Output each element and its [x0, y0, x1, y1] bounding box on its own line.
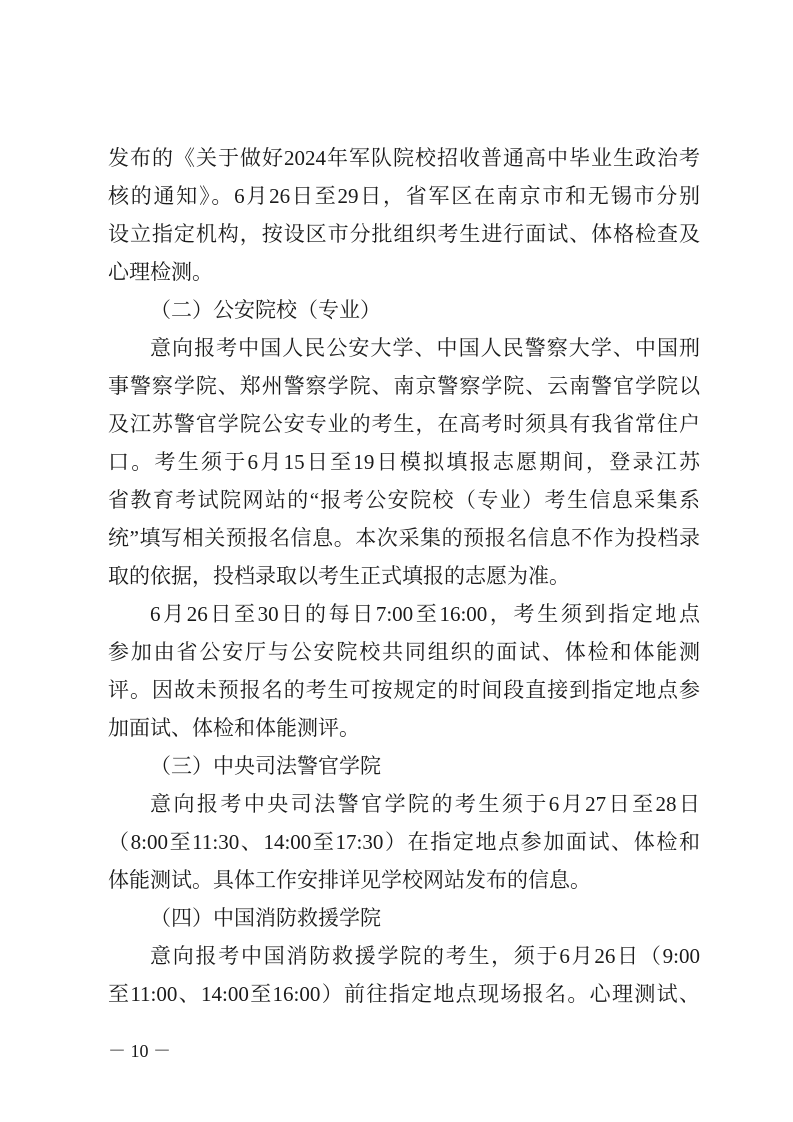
section-heading-4: （四）中国消防救援学院 [150, 906, 381, 930]
section-heading-3: （三）中央司法警官学院 [150, 754, 381, 778]
body-line: 设立指定机构，按设区市分批组织考生进行面试、体格检查及 [108, 222, 700, 246]
body-line: 体能测试。具体工作安排详见学校网站发布的信息。 [108, 868, 591, 892]
body-line: 口。考生须于6月15日至19日模拟填报志愿期间，登录江苏 [108, 450, 700, 474]
body-line: 参加由省公安厅与公安院校共同组织的面试、体检和体能测 [108, 640, 700, 664]
body-line: 核的通知》。6月26日至29日，省军区在南京市和无锡市分别 [108, 184, 700, 208]
section-heading-2: （二）公安院校（专业） [150, 298, 381, 322]
body-line: 取的依据，投档录取以考生正式填报的志愿为准。 [108, 564, 570, 588]
body-line: 评。因故未预报名的考生可按规定的时间段直接到指定地点参 [108, 678, 700, 702]
body-line: 加面试、体检和体能测评。 [108, 716, 360, 740]
body-line: 省教育考试院网站的“报考公安院校（专业）考生信息采集系 [108, 488, 700, 512]
body-line: 意向报考中国人民公安大学、中国人民警察大学、中国刑 [150, 336, 700, 360]
body-line: 意向报考中央司法警官学院的考生须于6月27日至28日 [150, 792, 700, 816]
body-line: 事警察学院、郑州警察学院、南京警察学院、云南警官学院以 [108, 374, 700, 398]
body-line: 统”填写相关预报名信息。本次采集的预报名信息不作为投档录 [108, 526, 700, 550]
page-number: － 10 － [108, 1041, 171, 1061]
body-line: 发布的《关于做好2024年军队院校招收普通高中毕业生政治考 [108, 146, 700, 170]
body-line: 及江苏警官学院公安专业的考生，在高考时须具有我省常住户 [108, 412, 700, 436]
body-line: 至11:00、14:00至16:00）前往指定地点现场报名。心理测试、 [108, 982, 700, 1006]
body-line: 6月26日至30日的每日7:00至16:00，考生须到指定地点 [150, 602, 700, 626]
body-line: （8:00至11:30、14:00至17:30）在指定地点参加面试、体检和 [108, 830, 700, 854]
body-line: 意向报考中国消防救援学院的考生，须于6月26日（9:00 [150, 944, 700, 968]
body-line: 心理检测。 [108, 260, 213, 284]
